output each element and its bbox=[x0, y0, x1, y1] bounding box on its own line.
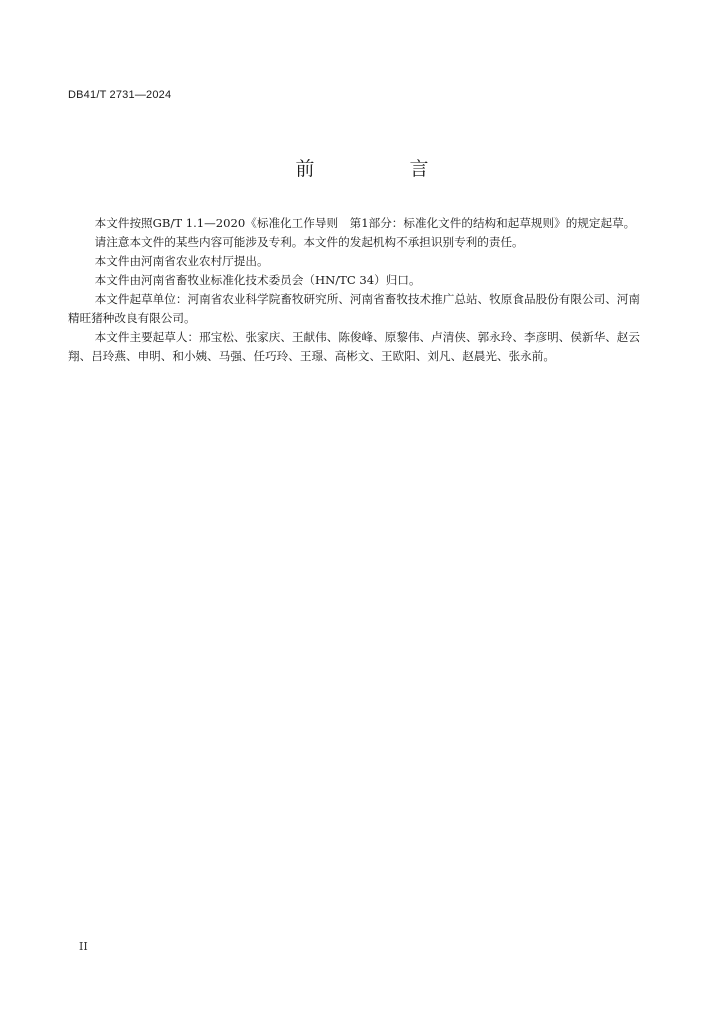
page-number: II bbox=[79, 940, 88, 953]
paragraph-under-jurisdiction: 本文件由河南省畜牧业标准化技术委员会（HN/TC 34）归口。 bbox=[94, 273, 421, 287]
paragraph-drafting-organizations: 本文件起草单位：河南省农业科学院畜牧研究所、河南省畜牧技术推广总站、牧原食品股份有限公司、河南精旺猪种改良有限公司。 bbox=[68, 292, 640, 325]
paragraph-drafting-rules: 本文件按照GB/T 1.1—2020《标准化工作导则 第1部分：标准化文件的结构和起草规则》的规定起草。 bbox=[94, 216, 636, 230]
document-body bbox=[68, 214, 640, 366]
paragraph-patent-notice: 请注意本文件的某些内容可能涉及专利。本文件的发起机构不承担识别专利的责任。 bbox=[94, 235, 524, 249]
standard-code: DB41/T 2731—2024 bbox=[68, 89, 172, 101]
page-title: 前 言 bbox=[295, 158, 467, 180]
paragraph-drafters: 本文件主要起草人：邢宝松、张家庆、王献伟、陈俊峰、原黎伟、卢清侠、郭永玲、李彦明、侯新华、赵云翔、吕玲燕、申明、和小姨、马强、任巧玲、王璟、高彬文、王欧阳、刘凡、赵晨光、张永前。 bbox=[68, 330, 640, 363]
paragraph-proposed-by: 本文件由河南省农业农村厅提出。 bbox=[94, 254, 269, 268]
